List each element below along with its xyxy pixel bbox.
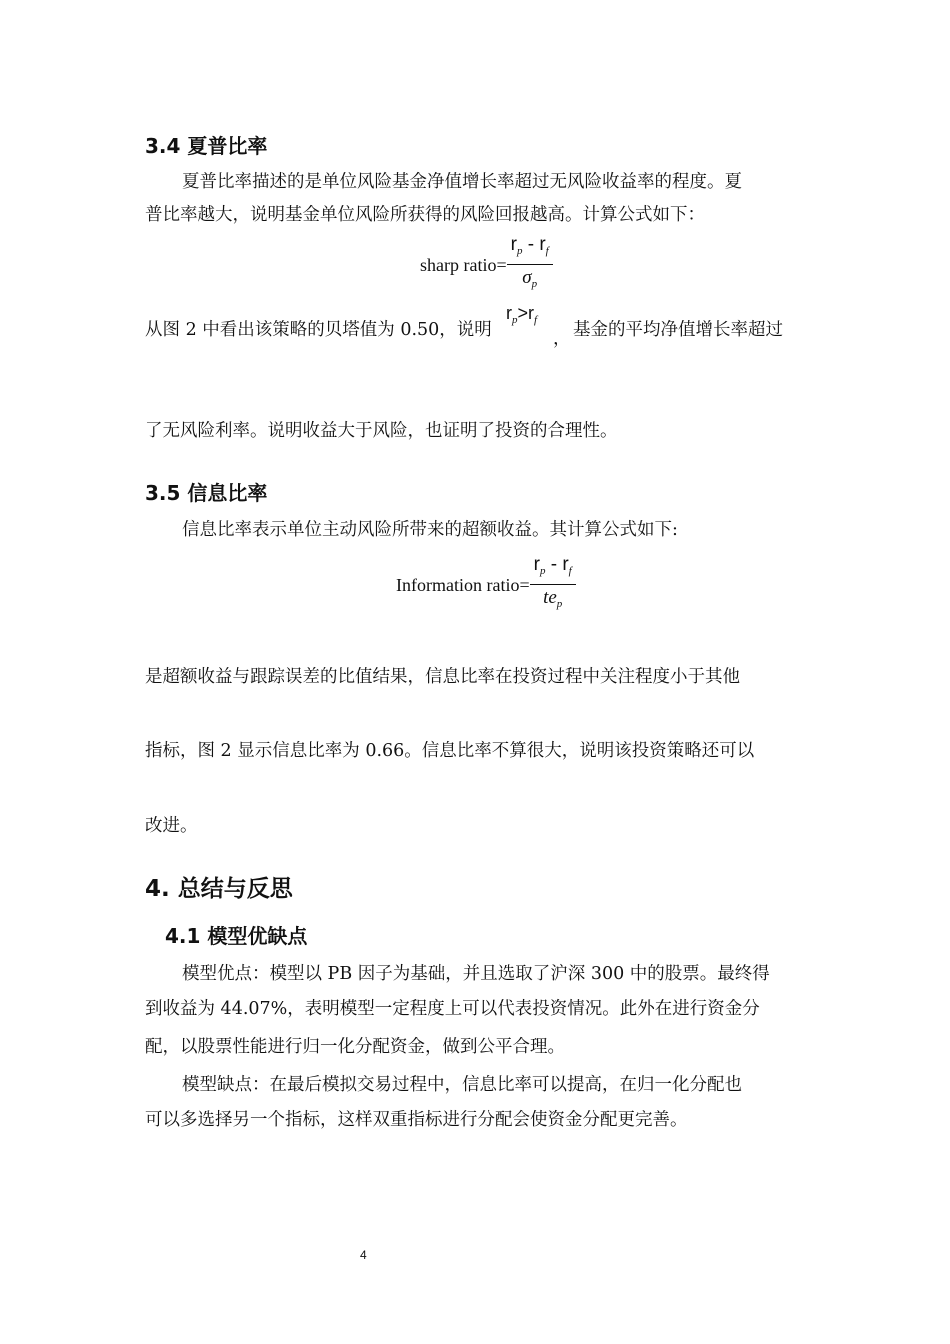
formula-fraction <box>507 234 553 297</box>
paragraph-line: 指标，图 2 显示信息比率为 0.66。信息比率不算很大，说明该投资策略还可以 <box>145 741 755 761</box>
paragraph-line: 基金的平均净值增长率超过 <box>573 320 783 340</box>
section-heading-3-5: 3.5 信息比率 <box>145 481 268 505</box>
formula-numerator: $r_p - r_f$ <box>507 234 553 265</box>
paragraph-line: 配，以股票性能进行归一化分配资金，做到公平合理。 <box>145 1037 565 1057</box>
sharpe-ratio-formula <box>420 234 553 297</box>
paragraph-line: 信息比率表示单位主动风险所带来的超额收益。其计算公式如下: <box>182 520 678 540</box>
chapter-heading-4: 4. 总结与反思 <box>145 876 293 902</box>
paragraph-line: 从图 2 中看出该策略的贝塔值为 0.50，说明 <box>145 320 492 340</box>
formula-denominator: $te_p$ <box>543 587 563 610</box>
inline-formula-rp-gt-rf: $r_p>r_f$ <box>506 303 538 326</box>
paragraph-line: 普比率越大，说明基金单位风险所获得的风险回报越高。计算公式如下： <box>145 205 705 225</box>
formula-numerator: $r_p - r_f$ <box>530 554 576 585</box>
section-heading-4-1: 4.1 模型优缺点 <box>165 924 308 948</box>
page-number: 4 <box>360 1248 367 1262</box>
paragraph-line: 模型缺点：在最后模拟交易过程中，信息比率可以提高，在归一化分配也 <box>182 1075 742 1095</box>
paragraph-line: 模型优点：模型以 PB 因子为基础，并且选取了沪深 300 中的股票。最终得 <box>182 964 770 984</box>
information-ratio-formula <box>396 554 576 617</box>
paragraph-line: 是超额收益与跟踪误差的比值结果，信息比率在投资过程中关注程度小于其他 <box>145 667 740 687</box>
paragraph-line: 到收益为 44.07%，表明模型一定程度上可以代表投资情况。此外在进行资金分 <box>145 999 760 1019</box>
formula-label: sharp ratio= <box>420 255 507 275</box>
section-heading-3-4: 3.4 夏普比率 <box>145 134 268 158</box>
paragraph-line: 可以多选择另一个指标，这样双重指标进行分配会使资金分配更完善。 <box>145 1110 688 1130</box>
formula-denominator: $\sigma_p$ <box>522 267 538 290</box>
paragraph-line: 改进。 <box>145 816 198 836</box>
paragraph-line: 夏普比率描述的是单位风险基金净值增长率超过无风险收益率的程度。夏 <box>182 172 742 192</box>
formula-fraction <box>530 554 576 617</box>
formula-label: Information ratio= <box>396 575 530 595</box>
inline-comma: ， <box>553 329 571 349</box>
paragraph-line: 了无风险利率。说明收益大于风险，也证明了投资的合理性。 <box>145 421 618 441</box>
